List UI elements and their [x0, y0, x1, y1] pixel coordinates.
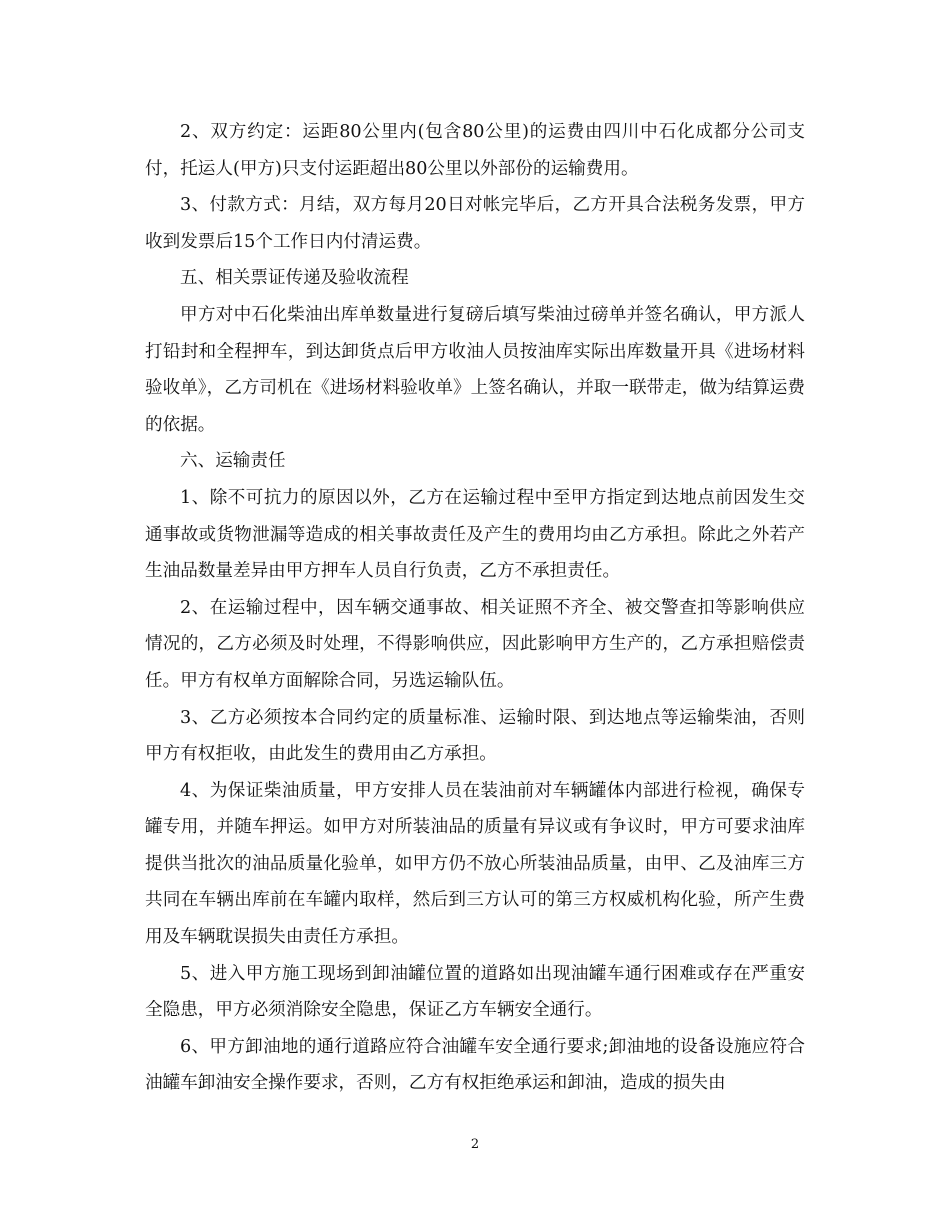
section-heading-documents: 五、相关票证传递及验收流程 [180, 268, 409, 289]
paragraph-liability-4: 4、为保证柴油质量，甲方安排人员在装油前对车辆罐体内部进行检视，确保专罐专用，并随车押运。如甲方对所装油品的质量有异议或有争议时，甲方可要求油库提供当批次的油品质量化验单，如甲方仍不放心所装油品质量，由甲、乙及油库三方共同在车辆出库前在车罐内取样，然后到三方认可的第三方权威机构化验，所产生费用及车辆耽误损失由责任方承担。 [145, 780, 805, 948]
paragraph-freight-distance: 2、双方约定：运距80公里内(包含80公里)的运费由四川中石化成都分公司支付，托运人(甲方)只支付运距超出80公里以外部份的运输费用。 [145, 122, 805, 179]
paragraph-liability-3: 3、乙方必须按本合同约定的质量标准、运输时限、到达地点等运输柴油，否则甲方有权拒收，由此发生的费用由乙方承担。 [145, 707, 805, 765]
page-number: 2 [470, 1137, 480, 1152]
section-heading-transport-liability: 六、运输责任 [180, 451, 286, 472]
paragraph-payment-method: 3、付款方式：月结，双方每月20日对帐完毕后，乙方开具合法税务发票，甲方收到发票后15个工作日内付清运费。 [145, 195, 805, 252]
paragraph-acceptance-process: 甲方对中石化柴油出库单数量进行复磅后填写柴油过磅单并签名确认，甲方派人打铅封和全程押车，到达卸货点后甲方收油人员按油库实际出库数量开具《进场材料验收单》，乙方司机在《进场材料验收单》上签名确认，并取一联带走，做为结算运费的依据。 [145, 304, 805, 435]
paragraph-liability-5: 5、进入甲方施工现场到卸油罐位置的道路如出现油罐车通行困难或存在严重安全隐患，甲方必须消除安全隐患，保证乙方车辆安全通行。 [145, 963, 805, 1021]
paragraph-liability-6: 6、甲方卸油地的通行道路应符合油罐车安全通行要求;卸油地的设备设施应符合油罐车卸油安全操作要求，否则，乙方有权拒绝承运和卸油，造成的损失由 [145, 1036, 805, 1094]
document-body [145, 114, 805, 1102]
paragraph-liability-2: 2、在运输过程中，因车辆交通事故、相关证照不齐全、被交警查扣等影响供应情况的，乙方必须及时处理，不得影响供应，因此影响甲方生产的，乙方承担赔偿责任。甲方有权单方面解除合同，另选运输队伍。 [145, 597, 805, 691]
paragraph-liability-1: 1、除不可抗力的原因以外，乙方在运输过程中至甲方指定到达地点前因发生交通事故或货物泄漏等造成的相关事故责任及产生的费用均由乙方承担。除此之外若产生油品数量差异由甲方押车人员自行负责，乙方不承担责任。 [145, 487, 805, 582]
